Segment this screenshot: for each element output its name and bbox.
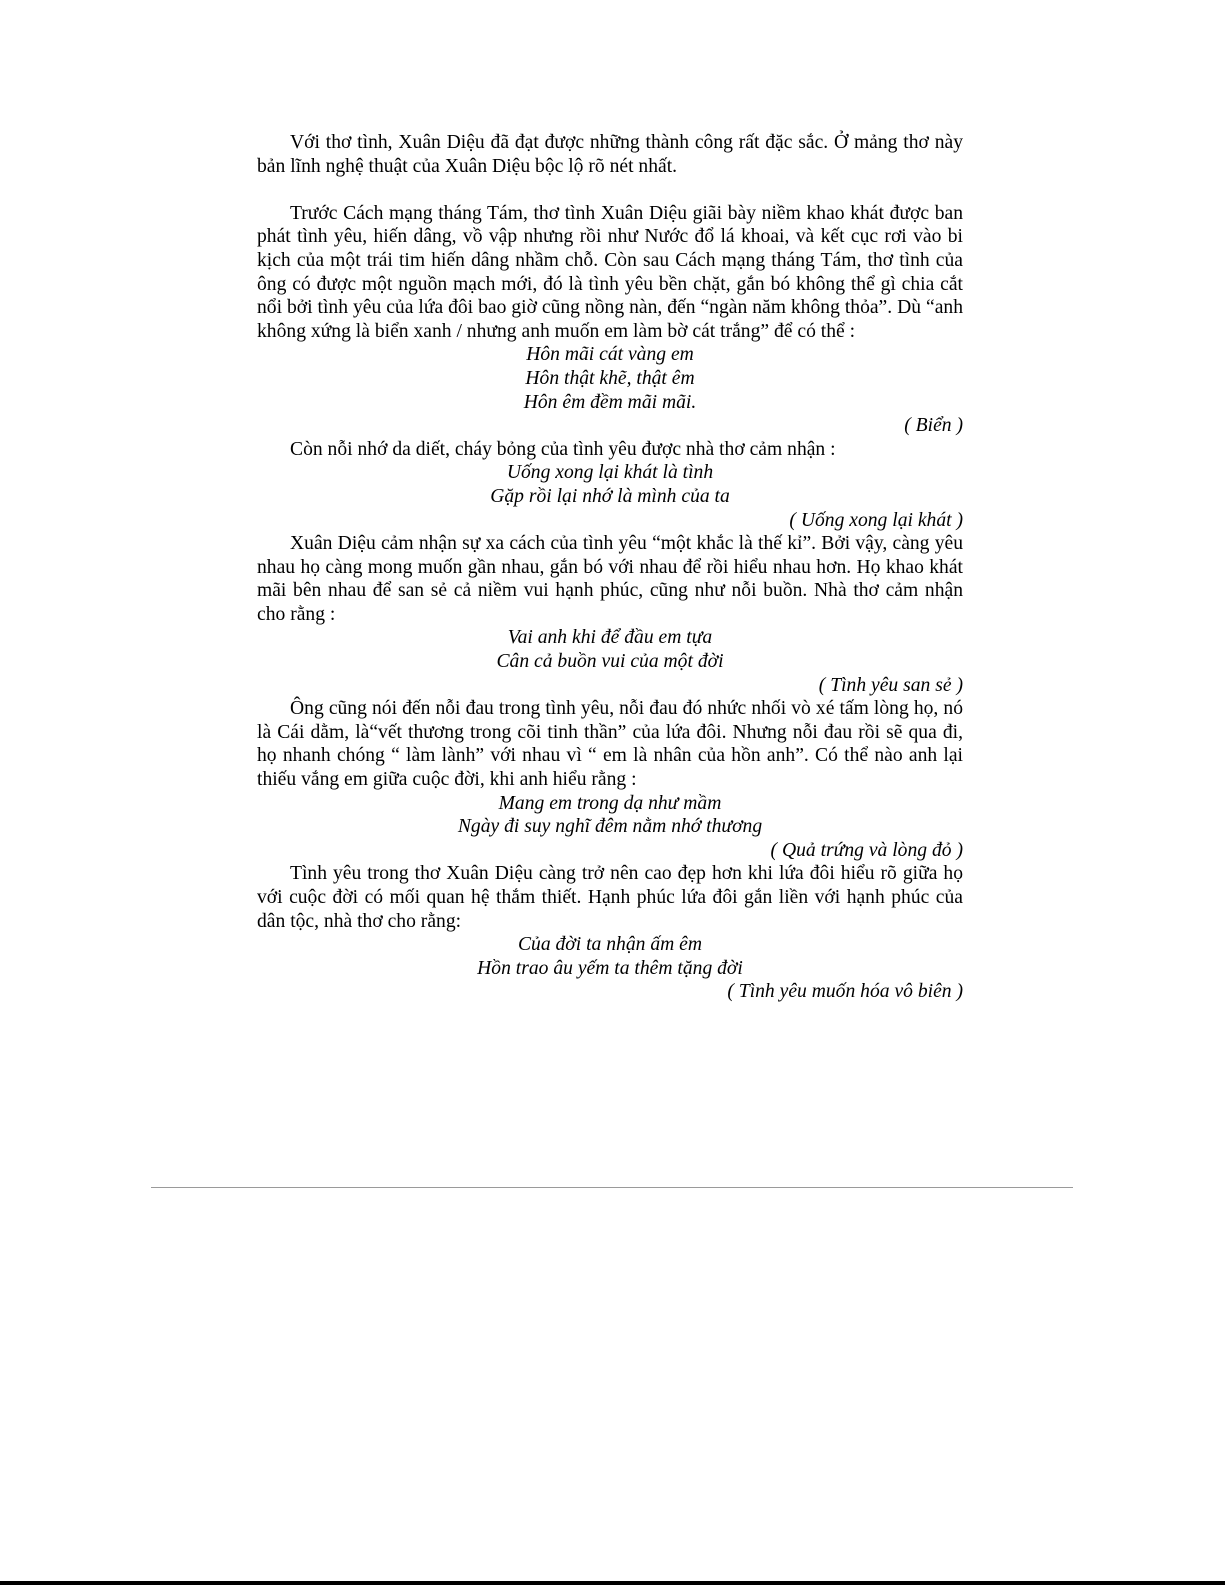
document-body — [257, 131, 963, 1004]
poem-excerpt-uong-xong-lai-khat — [257, 461, 963, 508]
paragraph-intro: Với thơ tình, Xuân Diệu đã đạt được những thành công rất đặc sắc. Ở mảng thơ này bản lĩnh nghệ thuật của Xuân Diệu bộc lộ rõ nét nhất. — [257, 132, 963, 177]
paragraph-spacer — [257, 178, 963, 202]
paragraph-before-after-revolution: Trước Cách mạng tháng Tám, thơ tình Xuân Diệu giãi bày niềm khao khát được ban phát tình yêu, hiến dâng, vồ vập nhưng rồi như Nước đổ lá khoai, và kết cục rơi vào bi kịch của một trái tim hiến dâng nhầm chỗ. Còn sau Cách mạng tháng Tám, thơ tình của ông có được một nguồn mạch mới, đó là tình yêu bền chặt, gắn bó không thể gì chia cắt nổi bởi tình yêu của lứa đôi bao giờ cũng nồng nàn, đến “ngàn năm không thỏa”. Dù “anh không xứng là biển xanh / nhưng anh muốn em làm bờ cát trắng” để có thể : — [257, 202, 963, 342]
poem-line: Hôn thật khẽ, thật êm — [525, 367, 695, 389]
page-bottom-edge — [0, 1581, 1225, 1585]
poem-source-tinh-yeu-muon-hoa-vo-bien: ( Tình yêu muốn hóa vô biên ) — [727, 981, 963, 1003]
poem-source-bien: ( Biển ) — [904, 415, 963, 437]
poem-line: Vai anh khi để đầu em tựa — [507, 627, 713, 649]
poem-excerpt-bien — [257, 343, 963, 414]
poem-line: Cân cả buồn vui của một đời — [496, 651, 724, 673]
page-divider — [151, 1187, 1073, 1188]
poem-line: Hôn êm đềm mãi mãi. — [523, 391, 697, 413]
poem-excerpt-qua-trung — [257, 792, 963, 839]
poem-source-qua-trung: ( Quả trứng và lòng đỏ ) — [770, 839, 963, 861]
paragraph-pain: Ông cũng nói đến nỗi đau trong tình yêu, nỗi đau đó nhức nhối vò xé tấm lòng họ, nó là Cái dằm, là“vết thương trong cõi tinh thần” của lứa đôi. Nhưng nỗi đau rồi sẽ qua đi, họ nhanh chóng “ làm lành” với nhau vì “ em là nhân của hồn anh”. Có thể nào anh lại thiếu vắng em giữa cuộc đời, khi anh hiểu rằng : — [257, 698, 963, 791]
paragraph-distance: Xuân Diệu cảm nhận sự xa cách của tình yêu “một khắc là thế kỉ”. Bởi vậy, càng yêu nhau họ càng mong muốn gần nhau, gắn bó với nhau để rồi hiểu nhau hơn. Họ khao khát mãi bên nhau để san sẻ cả niềm vui hạnh phúc, cũng như nỗi buồn. Nhà thơ cảm nhận cho rằng : — [257, 533, 963, 625]
poem-excerpt-tinh-yeu-san-se — [257, 626, 963, 673]
poem-line: Uống xong lại khát là tình — [506, 462, 714, 484]
poem-line: Hồn trao âu yếm ta thêm tặng đời — [477, 957, 743, 979]
paragraph-longing: Còn nỗi nhớ da diết, cháy bỏng của tình yêu được nhà thơ cảm nhận : — [290, 438, 836, 460]
poem-line: Mang em trong dạ như mầm — [498, 792, 722, 814]
poem-source-uong-xong-lai-khat: ( Uống xong lại khát ) — [789, 509, 963, 531]
poem-line: Hôn mãi cát vàng em — [526, 344, 694, 366]
paragraph-nation: Tình yêu trong thơ Xuân Diệu càng trở nên cao đẹp hơn khi lứa đôi hiểu rõ giữa họ với cuộc đời có mối quan hệ thắm thiết. Hạnh phúc lứa đôi gắn liền với hạnh phúc của dân tộc, nhà thơ cho rằng: — [257, 863, 963, 932]
poem-excerpt-tinh-yeu-muon-hoa-vo-bien — [257, 933, 963, 980]
poem-line: Của đời ta nhận ấm êm — [517, 934, 703, 956]
poem-source-tinh-yeu-san-se: ( Tình yêu san sẻ ) — [818, 674, 963, 696]
poem-line: Gặp rồi lại nhớ là mình của ta — [490, 485, 730, 507]
poem-line: Ngày đi suy nghĩ đêm nằm nhớ thương — [457, 816, 763, 838]
